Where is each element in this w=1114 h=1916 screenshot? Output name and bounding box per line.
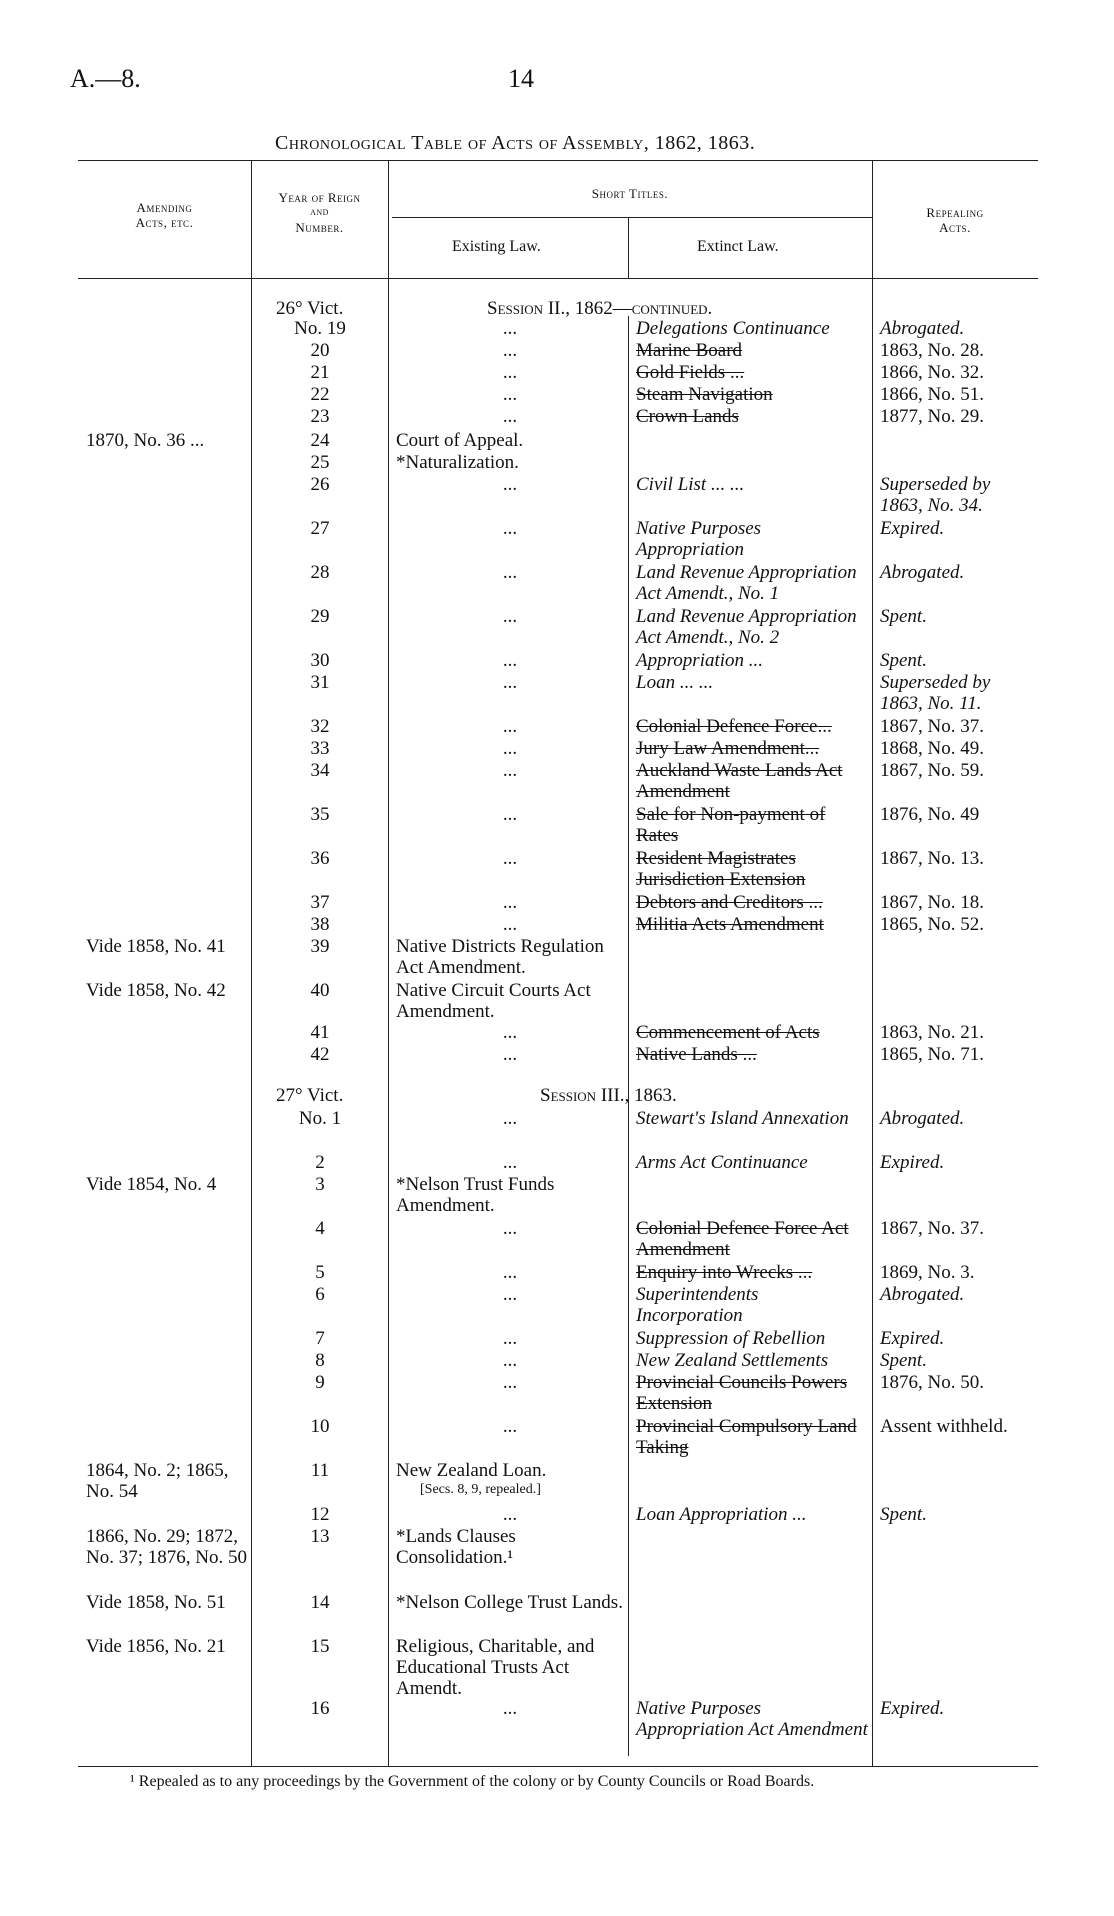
reign-heading-27: 27° Vict.: [276, 1085, 344, 1106]
table-bottom-rule: [78, 1766, 1038, 1767]
repealing-act-cell: Expired.: [880, 1328, 945, 1349]
session-heading-3: Session III., 1863.: [540, 1085, 677, 1106]
column-rule-existing-header: [628, 217, 629, 278]
amending-acts-cell: Vide 1854, No. 4: [86, 1174, 217, 1195]
extinct-law-cell: Jury Law Amendment...: [636, 738, 820, 759]
header-amending: [78, 200, 251, 230]
extinct-law-cell: Native Lands ...: [636, 1044, 757, 1065]
act-number-cell: 11: [310, 1460, 330, 1481]
repealing-act-cell: Abrogated.: [880, 1284, 965, 1305]
act-number-cell: 10: [310, 1416, 330, 1437]
extinct-law-cell: Debtors and Creditors ...: [636, 892, 823, 913]
existing-law-cell: ...: [502, 1284, 518, 1305]
repealing-act-cell: Spent.: [880, 650, 927, 671]
act-number-cell: 42: [310, 1044, 330, 1065]
existing-law-cell: Native Circuit Courts Act Amendment.: [396, 980, 591, 1022]
extinct-law-cell: New Zealand Settlements: [636, 1350, 829, 1371]
act-number-cell: 12: [310, 1504, 330, 1525]
existing-law-cell: ...: [502, 474, 518, 495]
act-number-cell: 24: [310, 430, 330, 451]
existing-law-cell: *Nelson Trust Funds Amendment.: [396, 1174, 555, 1216]
column-rule-existing: [628, 316, 629, 1756]
act-number-cell: 28: [310, 562, 330, 583]
header-year-line1: Year of Reign: [278, 190, 361, 205]
existing-law-cell: ...: [502, 1350, 518, 1371]
act-number-cell: 2: [315, 1152, 325, 1173]
repealing-act-cell: Expired.: [880, 518, 945, 539]
act-number-cell: 33: [310, 738, 330, 759]
page-number: 14: [508, 64, 534, 93]
extinct-law-cell: Marine Board: [636, 340, 743, 361]
extinct-law-cell: Stewart's Island Annexation: [636, 1108, 849, 1129]
existing-law-note: [Secs. 8, 9, repealed.]: [420, 1482, 541, 1497]
existing-law-cell: ...: [502, 562, 518, 583]
extinct-law-cell: Loan Appropriation ...: [636, 1504, 807, 1525]
extinct-law-cell: Colonial Defence Force Act Amendment: [636, 1218, 849, 1260]
existing-law-cell: ...: [502, 848, 518, 869]
extinct-law-cell: Civil List ... ...: [636, 474, 745, 495]
act-number-cell: 15: [310, 1636, 330, 1657]
act-number-cell: 5: [315, 1262, 325, 1283]
repealing-act-cell: Assent withheld.: [880, 1416, 1008, 1437]
existing-law-cell: ...: [502, 914, 518, 935]
repealing-act-cell: Expired.: [880, 1698, 945, 1719]
act-number-cell: 22: [310, 384, 330, 405]
extinct-law-cell: Gold Fields ...: [636, 362, 745, 383]
act-number-cell: 6: [315, 1284, 325, 1305]
existing-law-cell: Court of Appeal.: [396, 430, 524, 451]
repealing-act-cell: 1876, No. 50.: [880, 1372, 984, 1393]
act-number-cell: 4: [315, 1218, 325, 1239]
act-number-cell: 20: [310, 340, 330, 361]
act-number-cell: 25: [310, 452, 330, 473]
extinct-law-cell: Delegations Continuance: [636, 318, 830, 339]
amending-acts-cell: Vide 1856, No. 21: [86, 1636, 226, 1657]
repealing-act-cell: 1865, No. 52.: [880, 914, 984, 935]
act-number-cell: 40: [310, 980, 330, 1001]
act-number-cell: 34: [310, 760, 330, 781]
extinct-law-cell: Native Purposes Appropriation Act Amendment: [636, 1698, 868, 1740]
header-repealing: [872, 205, 1038, 235]
repealing-act-cell: 1869, No. 3.: [880, 1262, 975, 1283]
footnote: ¹ Repealed as to any proceedings by the Government of the colony or by County Councils or Road Boards.: [130, 1773, 815, 1790]
amending-acts-cell: Vide 1858, No. 42: [86, 980, 226, 1001]
header-amending-line1: Amending: [136, 200, 193, 215]
act-number-cell: 37: [310, 892, 330, 913]
act-number-cell: 39: [310, 936, 330, 957]
act-number-cell: 3: [315, 1174, 325, 1195]
existing-law-cell: ...: [502, 1504, 518, 1525]
repealing-act-cell: 1867, No. 13.: [880, 848, 984, 869]
extinct-law-cell: Provincial Compulsory Land Taking: [636, 1416, 857, 1458]
repealing-act-cell: 1867, No. 18.: [880, 892, 984, 913]
document-reference: A.—8.: [70, 64, 141, 93]
act-number-cell: 21: [310, 362, 330, 383]
existing-law-cell: ...: [502, 1152, 518, 1173]
session-heading-2: Session II., 1862—continued.: [487, 298, 713, 319]
repealing-act-cell: 1867, No. 37.: [880, 716, 984, 737]
extinct-law-cell: Provincial Councils Powers Extension: [636, 1372, 848, 1414]
existing-law-cell: ...: [502, 1218, 518, 1239]
extinct-law-cell: Native Purposes Appropriation: [636, 518, 762, 560]
existing-law-cell: ...: [502, 672, 518, 693]
repealing-act-cell: 1863, No. 28.: [880, 340, 984, 361]
existing-law-cell: ...: [502, 738, 518, 759]
act-number-cell: 36: [310, 848, 330, 869]
repealing-act-cell: Abrogated.: [880, 562, 965, 583]
short-titles-divider: [392, 217, 872, 218]
act-number-cell: 41: [310, 1022, 330, 1043]
existing-law-cell: ...: [502, 340, 518, 361]
act-number-cell: 27: [310, 518, 330, 539]
header-bottom-rule: [78, 278, 1038, 279]
existing-law-cell: ...: [502, 804, 518, 825]
amending-acts-cell: 1870, No. 36 ...: [86, 430, 205, 451]
existing-law-cell: ...: [502, 760, 518, 781]
act-number-cell: 26: [310, 474, 330, 495]
act-number-cell: 23: [310, 406, 330, 427]
repealing-act-cell: Superseded by 1863, No. 11.: [880, 672, 991, 714]
repealing-act-cell: Abrogated.: [880, 1108, 965, 1129]
repealing-act-cell: Expired.: [880, 1152, 945, 1173]
header-amending-line2: Acts, etc.: [135, 215, 194, 230]
column-rule-extinct: [872, 160, 873, 1766]
repealing-act-cell: 1863, No. 21.: [880, 1022, 984, 1043]
header-repealing-line1: Repealing: [926, 205, 984, 220]
amending-acts-cell: Vide 1858, No. 51: [86, 1592, 226, 1613]
extinct-law-cell: Resident Magistrates Jurisdiction Extension: [636, 848, 806, 890]
extinct-law-cell: Superintendents Incorporation: [636, 1284, 759, 1326]
existing-law-cell: ...: [502, 650, 518, 671]
existing-law-cell: ...: [502, 1044, 518, 1065]
repealing-act-cell: 1865, No. 71.: [880, 1044, 984, 1065]
act-number-cell: 29: [310, 606, 330, 627]
table-top-rule: [78, 160, 1038, 161]
existing-law-cell: *Nelson College Trust Lands.: [396, 1592, 623, 1613]
extinct-law-cell: Steam Navigation: [636, 384, 773, 405]
amending-acts-cell: 1864, No. 2; 1865, No. 54: [86, 1460, 229, 1502]
header-year-line2: and: [310, 206, 329, 218]
act-number-cell: 30: [310, 650, 330, 671]
extinct-law-cell: Commencement of Acts: [636, 1022, 820, 1043]
existing-law-cell: Religious, Charitable, and Educational Trusts Act Amendt.: [396, 1636, 595, 1699]
amending-acts-cell: 1866, No. 29; 1872, No. 37; 1876, No. 50: [86, 1526, 247, 1568]
existing-law-cell: ...: [502, 518, 518, 539]
existing-law-cell: ...: [502, 318, 518, 339]
existing-law-cell: ...: [502, 384, 518, 405]
header-year-line3: Number.: [295, 220, 344, 235]
extinct-law-cell: Loan ... ...: [636, 672, 714, 693]
existing-law-cell: ...: [502, 892, 518, 913]
existing-law-cell: ...: [502, 1108, 518, 1129]
repealing-act-cell: Spent.: [880, 1350, 927, 1371]
repealing-act-cell: Abrogated.: [880, 318, 965, 339]
existing-law-cell: ...: [502, 1328, 518, 1349]
extinct-law-cell: Militia Acts Amendment: [636, 914, 824, 935]
amending-acts-cell: Vide 1858, No. 41: [86, 936, 226, 957]
existing-law-cell: ...: [502, 1022, 518, 1043]
extinct-law-cell: Land Revenue Appropriation Act Amendt., No. 1: [636, 562, 857, 604]
act-number-cell: 38: [310, 914, 330, 935]
repealing-act-cell: Spent.: [880, 606, 927, 627]
extinct-law-cell: Colonial Defence Force...: [636, 716, 832, 737]
column-rule-year: [388, 160, 389, 1766]
repealing-act-cell: 1867, No. 59.: [880, 760, 984, 781]
extinct-law-cell: Arms Act Continuance: [636, 1152, 808, 1173]
repealing-act-cell: 1867, No. 37.: [880, 1218, 984, 1239]
header-extinct-law: Extinct Law.: [697, 238, 779, 255]
column-rule-amending: [251, 160, 252, 1766]
act-number-cell: No. 1: [298, 1108, 342, 1129]
repealing-act-cell: Superseded by 1863, No. 34.: [880, 474, 991, 516]
header-existing-law: Existing Law.: [452, 238, 541, 255]
existing-law-cell: ...: [502, 1262, 518, 1283]
existing-law-cell: ...: [502, 716, 518, 737]
existing-law-cell: ...: [502, 1372, 518, 1393]
act-number-cell: 13: [310, 1526, 330, 1547]
existing-law-cell: *Naturalization.: [396, 452, 519, 473]
existing-law-cell: ...: [502, 406, 518, 427]
act-number-cell: 31: [310, 672, 330, 693]
act-number-cell: 14: [310, 1592, 330, 1613]
page-title: Chronological Table of Acts of Assembly, 1862, 1863.: [275, 132, 756, 154]
reign-heading-26: 26° Vict.: [276, 298, 344, 319]
existing-law-cell: *Lands Clauses Consolidation.¹: [396, 1526, 516, 1568]
act-number-cell: 32: [310, 716, 330, 737]
act-number-cell: 7: [315, 1328, 325, 1349]
repealing-act-cell: 1868, No. 49.: [880, 738, 984, 759]
act-number-cell: No. 19: [294, 318, 346, 339]
extinct-law-cell: Land Revenue Appropriation Act Amendt., No. 2: [636, 606, 857, 648]
existing-law-cell: Native Districts Regulation Act Amendment.: [396, 936, 604, 978]
repealing-act-cell: 1866, No. 32.: [880, 362, 984, 383]
header-repealing-line2: Acts.: [939, 220, 971, 235]
header-year: [251, 190, 388, 235]
existing-law-cell: New Zealand Loan.: [396, 1460, 547, 1481]
act-number-cell: 9: [315, 1372, 325, 1393]
act-number-cell: 35: [310, 804, 330, 825]
extinct-law-cell: Sale for Non-payment of Rates: [636, 804, 826, 846]
existing-law-cell: ...: [502, 362, 518, 383]
act-number-cell: 16: [310, 1698, 330, 1719]
existing-law-cell: ...: [502, 1698, 518, 1719]
act-number-cell: 8: [315, 1350, 325, 1371]
extinct-law-cell: Auckland Waste Lands Act Amendment: [636, 760, 843, 802]
repealing-act-cell: 1876, No. 49: [880, 804, 980, 825]
repealing-act-cell: 1866, No. 51.: [880, 384, 984, 405]
extinct-law-cell: Appropriation ...: [636, 650, 764, 671]
repealing-act-cell: 1877, No. 29.: [880, 406, 984, 427]
extinct-law-cell: Suppression of Rebellion: [636, 1328, 826, 1349]
header-short-titles: Short Titles.: [591, 186, 669, 201]
existing-law-cell: ...: [502, 1416, 518, 1437]
extinct-law-cell: Crown Lands: [636, 406, 739, 427]
existing-law-cell: ...: [502, 606, 518, 627]
repealing-act-cell: Spent.: [880, 1504, 927, 1525]
extinct-law-cell: Enquiry into Wrecks ...: [636, 1262, 813, 1283]
